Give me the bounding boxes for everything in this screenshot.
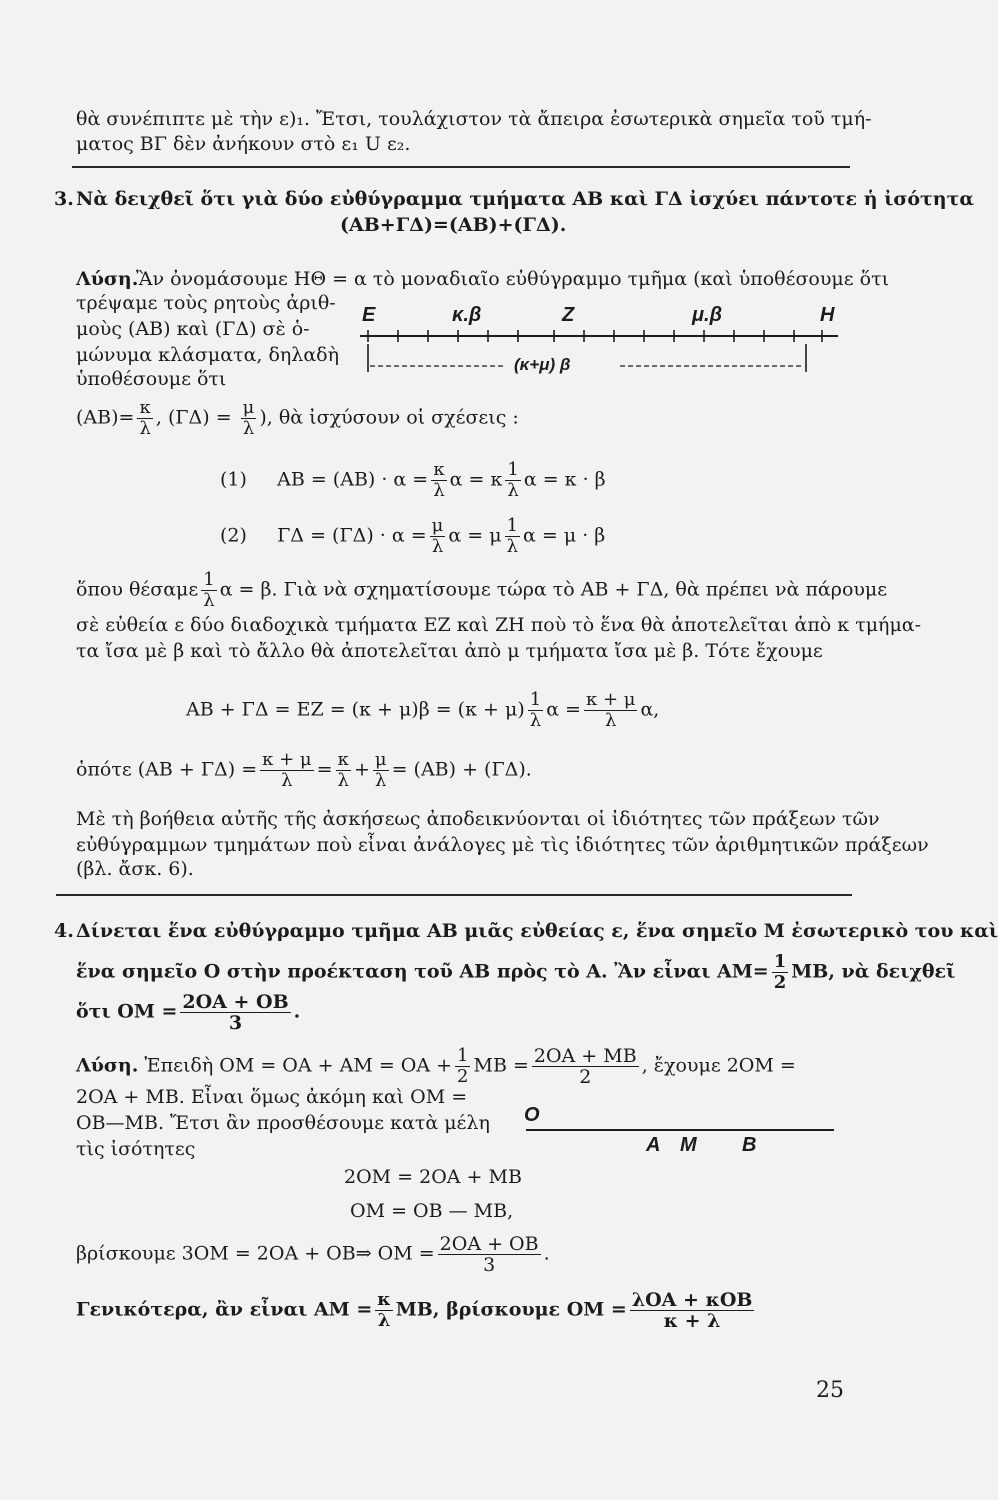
section-divider bbox=[56, 894, 852, 896]
text-line: μώνυμα κλάσματα, δηλαδὴ bbox=[76, 344, 339, 366]
sum-equation: ΑΒ + ΓΔ = ΕΖ = (κ + μ)β = (κ + μ) $\frac{1}{\lambda}$ α = $\frac{\kappa + \mu}{\lambda}$ α, bbox=[186, 689, 660, 731]
solution-label: Λύση. bbox=[76, 268, 139, 290]
text-line: ὅπου θέσαμε $\frac{1}{\lambda}$ α = β. Γιὰ νὰ σχηματίσουμε τώρα τὸ ΑΒ + ΓΔ, θὰ πρέπει νὰ πάρουμε bbox=[76, 569, 888, 611]
text-line: ὑποθέσουμε ὅτι bbox=[76, 368, 227, 390]
statement-formula: (ΑΒ+ΓΔ)=(ΑΒ)+(ΓΔ). bbox=[340, 214, 567, 236]
hence-equation: ὁπότε (ΑΒ + ΓΔ) = $\frac{\kappa + \mu}{\lambda}$ = $\frac{\kappa}{\lambda}$ + $\frac{\mu}{\lambda}$ = (ΑΒ) + (ΓΔ). bbox=[76, 749, 532, 791]
text-line: ΟΒ—ΜΒ. Ἔτσι ἂν προσθέσουμε κατὰ μέλη bbox=[76, 1112, 490, 1134]
text-line: ματος ΒΓ δὲν ἀνήκουν στὸ ε₁ U ε₂. bbox=[76, 133, 411, 155]
text-line: μοὺς (ΑΒ) καὶ (ΓΔ) σὲ ὁ- bbox=[76, 318, 310, 340]
label-b: B bbox=[742, 1134, 757, 1156]
text-line: εὐθύγραμμων τμημάτων ποὺ εἶναι ἀνάλογες μὲ τὶς ἰδιότητες τῶν ἀριθμητικῶν πράξεων bbox=[76, 834, 929, 856]
exercise-number: 3. bbox=[54, 188, 74, 210]
section-divider bbox=[72, 166, 850, 168]
text-line: (βλ. ἄσκ. 6). bbox=[76, 858, 194, 880]
page-number: 25 bbox=[816, 1378, 844, 1403]
equation-1: (1) ΑΒ = (ΑΒ) · α = $\frac{\kappa}{\lambda}$ α = κ $\frac{1}{\lambda}$ α = κ · β bbox=[220, 459, 606, 501]
result-line: βρίσκουμε 3ΟΜ = 2ΟΑ + ΟΒ⇒ ΟΜ = $\frac{2OA + OB}{3}$ . bbox=[76, 1233, 550, 1276]
generalization-line: Γενικότερα, ἂν εἶναι ΑΜ = $\frac{\kappa}{\lambda}$ ΜΒ, βρίσκουμε ΟΜ = $\frac{\text{λΟΑ + κΟΒ}}{\kappa + \lambda}$ bbox=[76, 1289, 753, 1332]
label-o: O bbox=[524, 1104, 540, 1126]
segment-diagram bbox=[354, 300, 844, 380]
span-label: (κ+μ) β bbox=[514, 355, 571, 374]
label-mb: μ.β bbox=[692, 304, 723, 326]
text-line: τὶς ἰσότητες bbox=[76, 1138, 196, 1160]
text-line: Ἂν ὀνομάσουμε ΗΘ = α τὸ μοναδιαῖο εὐθύγραμμο τμῆμα (καὶ ὑποθέσουμε ὅτι bbox=[136, 268, 890, 290]
label-z: Z bbox=[562, 304, 575, 326]
text-line: τα ἴσα μὲ β καὶ τὸ ἄλλο θὰ ἀποτελεῖται ἀπὸ μ τμήματα ἴσα μὲ β. Τότε ἔχουμε bbox=[76, 640, 823, 662]
ratio-line: (ΑΒ)= $\frac{\kappa}{\lambda}$ , (ΓΔ) = $\frac{\mu}{\lambda}$ ), θὰ ἰσχύσουν οἱ σχέσεις : bbox=[76, 397, 519, 439]
exercise-statement: ἕνα σημεῖο Ο στὴν προέκταση τοῦ ΑΒ πρὸς τὸ Α. Ἂν εἶναι ΑΜ= $\frac{1}{2}$ ΜΒ, νὰ δειχθεῖ bbox=[76, 951, 956, 993]
label-e: E bbox=[362, 304, 376, 326]
label-h: H bbox=[820, 304, 835, 326]
exercise-statement: ὅτι ΟΜ = $\frac{2OA + OB}{3}$ . bbox=[76, 991, 301, 1034]
text-line: σὲ εὐθεία ε δύο διαδοχικὰ τμήματα ΕΖ καὶ ΖΗ ποὺ τὸ ἕνα θὰ ἀποτελεῖται ἀπὸ κ τμήμα- bbox=[76, 614, 922, 636]
equation-2: (2) ΓΔ = (ΓΔ) · α = $\frac{\mu}{\lambda}$ α = μ $\frac{1}{\lambda}$ α = μ · β bbox=[220, 515, 606, 557]
text-line: τρέψαμε τοὺς ρητοὺς ἀριθ- bbox=[76, 292, 336, 314]
exercise-number: 4. bbox=[54, 920, 74, 942]
label-a: A bbox=[646, 1134, 661, 1156]
text-line: θὰ συνέπιπτε μὲ τὴν ε)₁. Ἔτσι, τουλάχιστον τὰ ἄπειρα ἐσωτερικὰ σημεῖα τοῦ τμή- bbox=[76, 108, 872, 130]
label-kb: κ.β bbox=[452, 304, 482, 326]
text-line: 2ΟΑ + ΜΒ. Εἶναι ὅμως ἀκόμη καὶ ΟΜ = bbox=[76, 1086, 468, 1108]
label-m: M bbox=[680, 1134, 697, 1156]
equation-line: 2ΟΜ = 2ΟΑ + ΜΒ bbox=[344, 1166, 522, 1188]
exercise-statement: Δίνεται ἕνα εὐθύγραμμο τμῆμα ΑΒ μιᾶς εὐθείας ε, ἕνα σημεῖο Μ ἐσωτερικὸ του καὶ bbox=[76, 920, 998, 942]
equation-line: ΟΜ = ΟΒ — ΜΒ, bbox=[350, 1200, 514, 1222]
solution-line: Λύση. Ἐπειδὴ ΟΜ = ΟΑ + ΑΜ = ΟΑ + $\frac{1}{2}$ ΜΒ = $\frac{2OA + MB}{2}$ , ἔχουμε 2ΟΜ = bbox=[76, 1045, 796, 1088]
text-line: Μὲ τὴ βοήθεια αὐτῆς τῆς ἀσκήσεως ἀποδεικνύονται οἱ ἰδιότητες τῶν πράξεων τῶν bbox=[76, 808, 880, 830]
exercise-statement: Νὰ δειχθεῖ ὅτι γιὰ δύο εὐθύγραμμα τμήματα ΑΒ καὶ ΓΔ ἰσχύει πάντοτε ἡ ἰσότητα bbox=[76, 188, 975, 210]
